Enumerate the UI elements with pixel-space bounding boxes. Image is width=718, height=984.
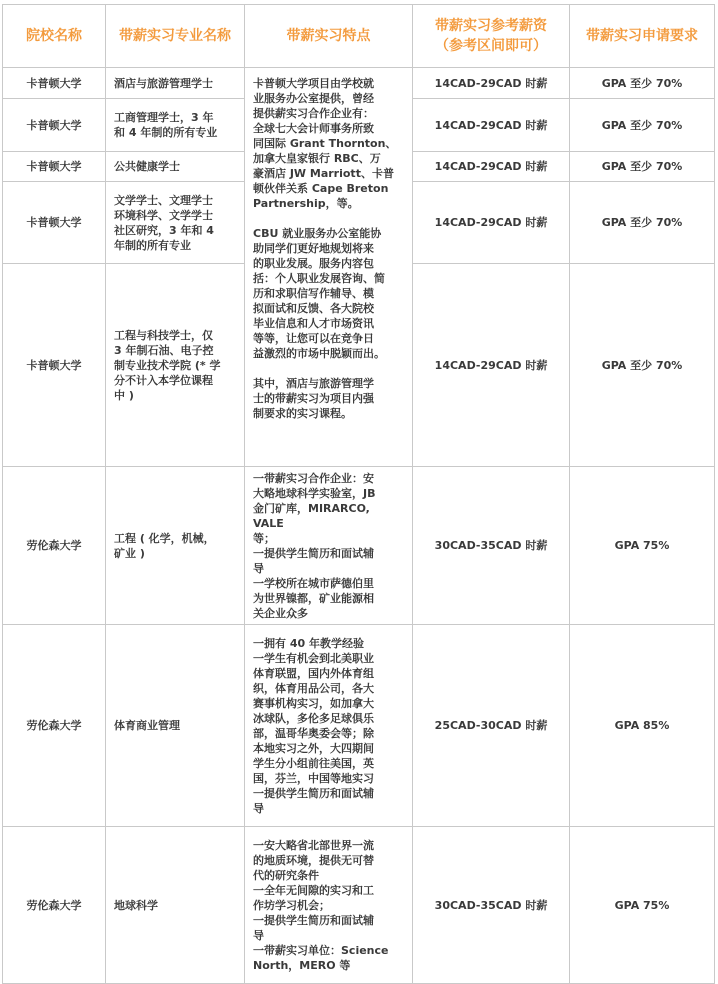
school-cell: 卡普顿大学	[3, 264, 106, 467]
header-major: 带薪实习专业名称	[106, 5, 245, 68]
requirement-cell: GPA 至少 70%	[570, 182, 715, 264]
cbu-feature-para2: CBU 就业服务办公室能协 助同学们更好地规划将来 的职业发展。服务内容包 括：个人职业发展咨询、简 历和求职信写作辅导、模 拟面试和反馈、各大院校 毕业信息和人才市场资讯 等等，让您可以在竞争日 益激烈的市场中脱颖而出。	[253, 227, 385, 360]
feature-text: 一带薪实习合作企业：安 大略地球科学实验室，JB 金门矿库，MIRARCO, VALE 等； 一提供学生简历和面试辅 导 一学校所在城市萨德伯里 为世界镍都，矿业能源相 关企业众多	[253, 471, 376, 620]
header-salary-line2: （参考区间即可）	[435, 38, 547, 54]
feature-text: 一安大略省北部世界一流 的地质环境，提供无可替 代的研究条件 一全年无间隙的实习和工 作坊学习机会； 一提供学生简历和面试辅 导 一带薪实习单位：Science North，MERO 等	[253, 838, 389, 972]
salary-cell: 14CAD-29CAD 时薪	[413, 68, 570, 99]
school-cell: 劳伦森大学	[3, 827, 106, 984]
major-cell: 地球科学	[106, 827, 245, 984]
requirement-cell: GPA 75%	[570, 467, 715, 625]
salary-cell: 14CAD-29CAD 时薪	[413, 99, 570, 152]
cbu-feature-para1: 卡普顿大学项目由学校就 业服务办公室提供，曾经 提供薪实习合作企业有： 全球七大会计师事务所致 同国际 Grant Thornton、 加拿大皇家银行 RBC、万 豪酒店 JW Marriott、卡普 顿伙伴关系 Cape Breton Partnership，等。	[253, 77, 397, 210]
major-cell: 体育商业管理	[106, 625, 245, 827]
cbu-feature-para3: 其中，酒店与旅游管理学 士的带薪实习为项目内强 制要求的实习课程。	[253, 377, 374, 420]
major-text: 工程与科技学士，仅 3 年制石油、电子控 制专业技术学院 (* 学 分不计入本学位课程 中 )	[114, 328, 221, 402]
major-text: 工程 ( 化学，机械， 矿业 )	[114, 531, 215, 560]
header-row	[3, 5, 715, 68]
salary-cell: 25CAD-30CAD 时薪	[413, 625, 570, 827]
internship-table	[2, 4, 715, 984]
requirement-cell: GPA 至少 70%	[570, 264, 715, 467]
salary-cell: 14CAD-29CAD 时薪	[413, 182, 570, 264]
salary-cell: 14CAD-29CAD 时薪	[413, 152, 570, 182]
feature-cell	[245, 467, 413, 625]
major-cell: 公共健康学士	[106, 152, 245, 182]
table-row	[3, 625, 715, 827]
table-row	[3, 827, 715, 984]
requirement-cell: GPA 85%	[570, 625, 715, 827]
major-cell	[106, 99, 245, 152]
header-salary	[413, 5, 570, 68]
salary-cell: 14CAD-29CAD 时薪	[413, 264, 570, 467]
requirement-cell: GPA 至少 70%	[570, 99, 715, 152]
school-cell: 卡普顿大学	[3, 68, 106, 99]
feature-cell-cbu	[245, 68, 413, 467]
school-cell: 劳伦森大学	[3, 625, 106, 827]
feature-cell	[245, 827, 413, 984]
salary-cell: 30CAD-35CAD 时薪	[413, 467, 570, 625]
major-cell	[106, 264, 245, 467]
requirement-cell: GPA 至少 70%	[570, 152, 715, 182]
table-row	[3, 68, 715, 99]
major-text: 工商管理学士，3 年 和 4 年制的所有专业	[114, 111, 218, 139]
major-text: 文学学士、文理学士 环境科学、文学学士 社区研究，3 年和 4 年制的所有专业	[114, 193, 214, 252]
header-salary-line1: 带薪实习参考薪资	[435, 18, 547, 34]
major-cell: 酒店与旅游管理学士	[106, 68, 245, 99]
header-feature: 带薪实习特点	[245, 5, 413, 68]
header-school: 院校名称	[3, 5, 106, 68]
school-cell: 卡普顿大学	[3, 182, 106, 264]
school-cell: 卡普顿大学	[3, 152, 106, 182]
school-cell: 劳伦森大学	[3, 467, 106, 625]
major-cell	[106, 182, 245, 264]
feature-cell	[245, 625, 413, 827]
feature-text: 一拥有 40 年教学经验 一学生有机会到北美职业 体育联盟，国内外体育组 织，体育用品公司，各大 赛事机构实习，如加拿大 冰球队，多伦多足球俱乐 部，温哥华奥委会等；除 本地实习之外，大四期间 学生分小组前往美国，英 国，芬兰，中国等地实习 一提供学生简历和面试辅 导	[253, 636, 374, 815]
table-row	[3, 467, 715, 625]
salary-cell: 30CAD-35CAD 时薪	[413, 827, 570, 984]
major-cell	[106, 467, 245, 625]
header-requirement: 带薪实习申请要求	[570, 5, 715, 68]
requirement-cell: GPA 至少 70%	[570, 68, 715, 99]
school-cell: 卡普顿大学	[3, 99, 106, 152]
requirement-cell: GPA 75%	[570, 827, 715, 984]
